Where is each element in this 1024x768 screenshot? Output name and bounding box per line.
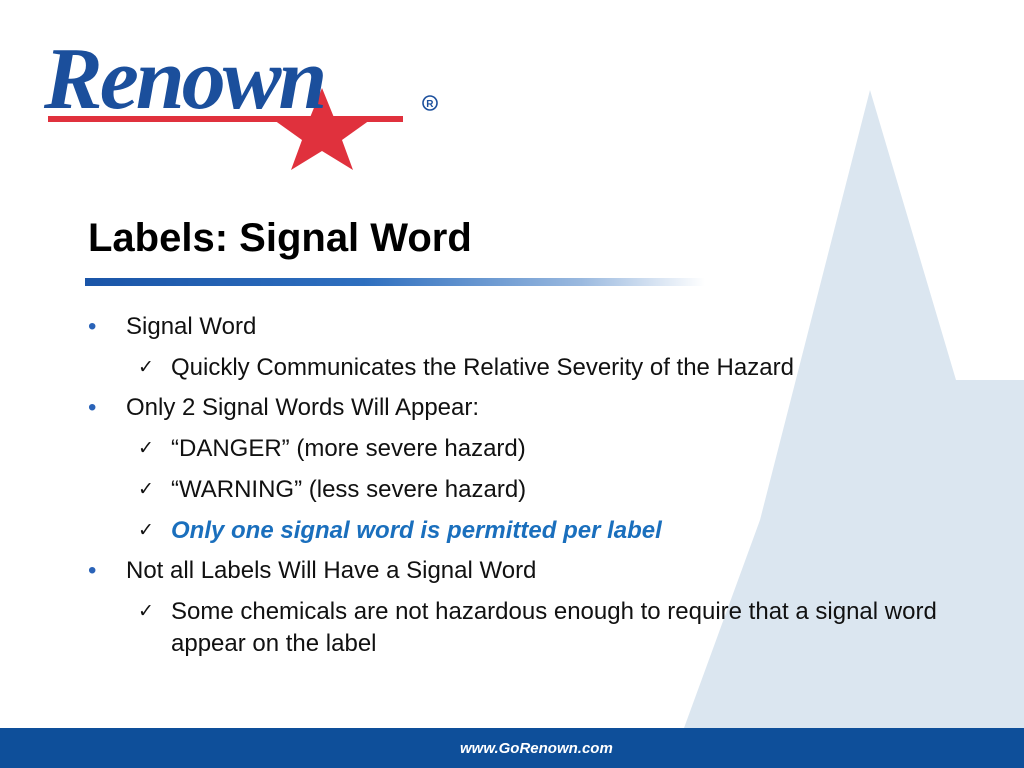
bullet-list — [88, 312, 958, 669]
svg-text:Renown: Renown — [44, 31, 325, 128]
bullet-item — [88, 393, 958, 423]
sub-bullet-item — [88, 474, 958, 506]
bullet-text: Not all Labels Will Have a Signal Word — [126, 557, 537, 584]
bullet-marker: • — [88, 313, 97, 340]
footer-bar — [0, 728, 1024, 768]
bullet-marker: • — [88, 394, 97, 421]
bullet-text: Only 2 Signal Words Will Appear: — [126, 394, 480, 421]
bullet-marker: • — [88, 557, 97, 584]
bullet-item — [88, 556, 958, 586]
sub-bullet-item — [88, 596, 961, 660]
sub-bullet-text: Some chemicals are not hazardous enough to require that a signal word appear on the label — [171, 598, 937, 657]
bullet-text: Signal Word — [126, 313, 257, 340]
title-underline — [85, 278, 705, 286]
sub-bullet-text: “WARNING” (less severe hazard) — [171, 476, 527, 503]
sub-bullet-item — [88, 352, 958, 384]
sub-bullet-item-emphasis — [88, 515, 958, 547]
check-icon: ✓ — [138, 601, 154, 622]
slide-title: Labels: Signal Word — [88, 216, 472, 260]
sub-bullet-text: Only one signal word is permitted per label — [171, 517, 662, 544]
check-icon: ✓ — [138, 479, 154, 500]
check-icon: ✓ — [138, 520, 154, 541]
footer-website-url: www.GoRenown.com — [460, 740, 613, 757]
check-icon: ✓ — [138, 438, 154, 459]
bullet-item — [88, 312, 958, 342]
renown-logo — [40, 20, 460, 170]
sub-bullet-text: “DANGER” (more severe hazard) — [171, 435, 526, 462]
sub-bullet-text: Quickly Communicates the Relative Severity of the Hazard — [171, 354, 794, 381]
svg-text:R: R — [426, 99, 434, 110]
sub-bullet-item — [88, 433, 958, 465]
check-icon: ✓ — [138, 357, 154, 378]
